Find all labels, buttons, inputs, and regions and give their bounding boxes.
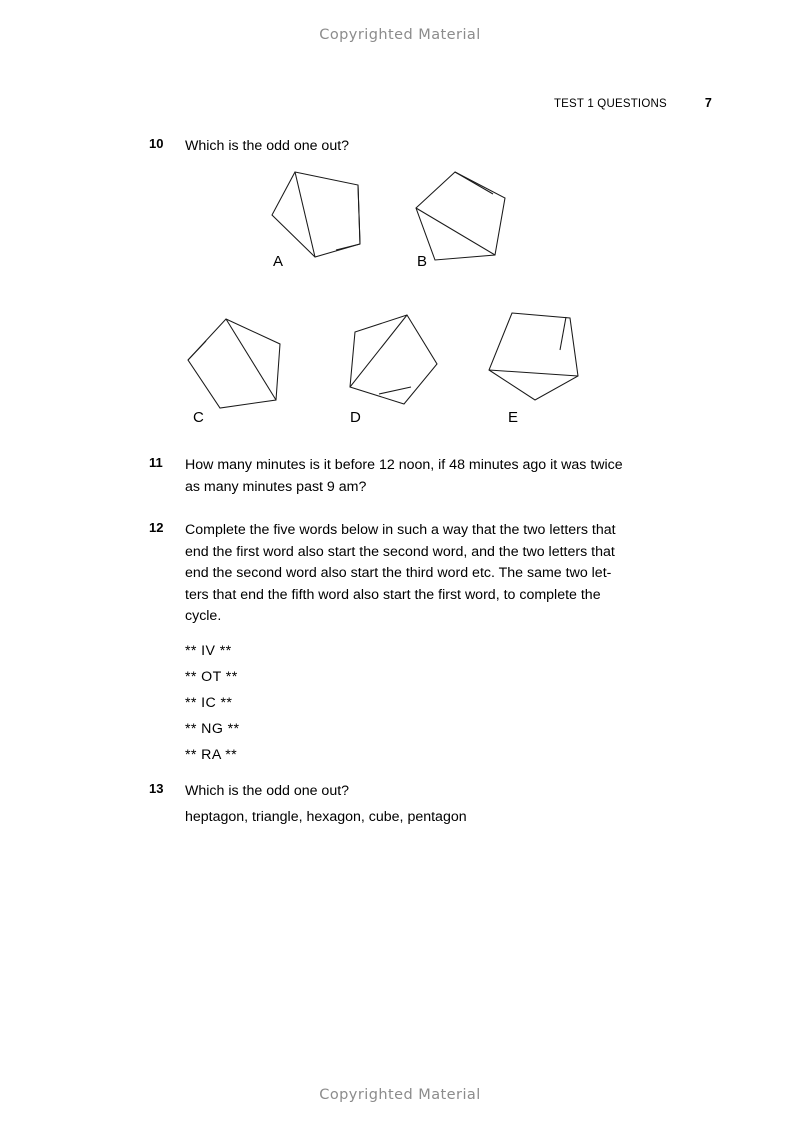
word-puzzle-item: ** IC ** [185, 694, 233, 711]
shape-e-chord-2 [560, 317, 566, 350]
question-13-number: 13 [149, 781, 164, 796]
shape-d-chord-1 [350, 315, 407, 387]
question-10 [149, 136, 651, 158]
shape-a-chord-3 [336, 244, 360, 250]
question-12-line-2: end the first word also start the second word, and the two letters that [185, 543, 615, 560]
question-11-number: 11 [149, 455, 163, 470]
word-puzzle-item: ** IV ** [185, 642, 232, 659]
shape-e-chord-1 [489, 370, 578, 376]
watermark-bottom: Copyrighted Material [319, 1087, 481, 1103]
question-13-prompt: Which is the odd one out? [185, 783, 350, 799]
running-head [0, 96, 712, 110]
shape-a-chord-2 [358, 185, 360, 244]
shape-e-label: E [508, 409, 519, 425]
question-12-line-1: Complete the five words below in such a way that the two letters that [185, 522, 616, 538]
pentagon-shapes-svg [170, 160, 610, 425]
running-head-label: TEST 1 QUESTIONS [553, 98, 667, 110]
question-12-line-4: ters that end the fifth word also start the first word, to complete the [185, 586, 601, 603]
question-11 [149, 455, 651, 498]
shape-b-label: B [417, 253, 428, 270]
question-13 [149, 781, 651, 828]
question-12-line-5: cycle. [185, 608, 222, 624]
question-11-line-1: How many minutes is it before 12 noon, if 48 minutes ago it was twice [185, 457, 623, 473]
shape-a-label: A [273, 253, 284, 270]
shape-a-chord-1 [295, 172, 315, 257]
question-13-options: heptagon, triangle, hexagon, cube, pentagon [185, 808, 467, 825]
shape-b-chord-1 [416, 208, 495, 255]
shape-a [272, 172, 360, 270]
shape-c-chord-2 [188, 341, 206, 360]
question-12-line-3: end the second word also start the third word etc. The same two let- [185, 565, 612, 581]
shape-c [188, 319, 280, 425]
shape-d [350, 315, 437, 425]
word-puzzle-item: ** RA ** [185, 747, 238, 764]
word-puzzle-item: ** OT ** [185, 668, 238, 685]
shape-d-label: D [350, 409, 361, 425]
word-puzzle-item: ** NG ** [185, 721, 240, 738]
question-13-text [185, 781, 651, 828]
question-10-text: Which is the odd one out? [185, 138, 350, 154]
odd-one-out-figure [170, 160, 610, 425]
question-12 [149, 520, 651, 769]
question-10-number: 10 [149, 136, 164, 151]
question-11-text [185, 455, 651, 498]
shape-a-outline [272, 172, 360, 257]
shape-e [489, 313, 578, 425]
question-12-word-list [185, 638, 651, 769]
page-number: 7 [704, 96, 712, 110]
watermark-top: Copyrighted Material [319, 27, 481, 43]
question-11-line-2: as many minutes past 9 am? [185, 478, 367, 495]
shape-c-label: C [193, 409, 204, 425]
shape-d-chord-2 [379, 387, 411, 394]
question-12-text [185, 520, 651, 769]
question-12-number: 12 [149, 520, 164, 535]
shape-b [416, 172, 505, 270]
shape-b-chord-2 [455, 172, 493, 194]
